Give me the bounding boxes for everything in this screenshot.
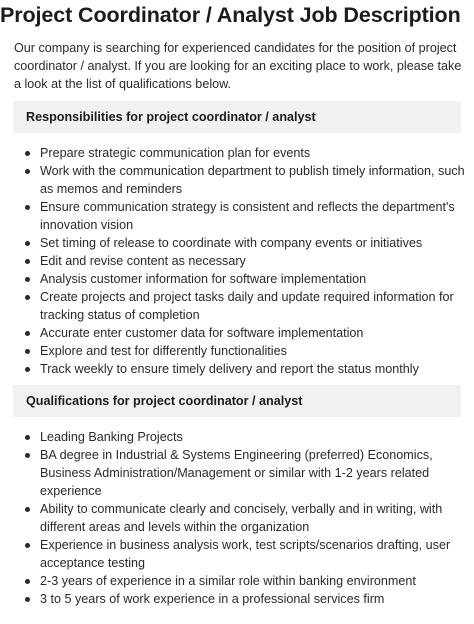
list-item: 3 to 5 years of work experience in a professional services firm bbox=[40, 590, 474, 608]
page-title: Project Coordinator / Analyst Job Description bbox=[0, 3, 461, 27]
qualifications-list bbox=[22, 428, 474, 608]
list-item: Analysis customer information for software implementation bbox=[40, 270, 474, 288]
list-item: 2-3 years of experience in a similar role within banking environment bbox=[40, 572, 474, 590]
list-item: Leading Banking Projects bbox=[40, 428, 474, 446]
list-item: Work with the communication department to publish timely information, such as memos and reminders bbox=[40, 162, 474, 198]
list-item: Ability to communicate clearly and concisely, verbally and in writing, with different areas and levels within the organization bbox=[40, 500, 474, 536]
list-item: Ensure communication strategy is consistent and reflects the department's innovation vision bbox=[40, 198, 474, 234]
list-item: Create projects and project tasks daily and update required information for tracking status of completion bbox=[40, 288, 474, 324]
qualifications-heading: Qualifications for project coordinator / analyst bbox=[13, 385, 461, 417]
list-item: Explore and test for differently functionalities bbox=[40, 342, 474, 360]
responsibilities-heading: Responsibilities for project coordinator / analyst bbox=[13, 101, 461, 133]
list-item: Accurate enter customer data for software implementation bbox=[40, 324, 474, 342]
list-item: Track weekly to ensure timely delivery and report the status monthly bbox=[40, 360, 474, 378]
list-item: Edit and revise content as necessary bbox=[40, 252, 474, 270]
responsibilities-list bbox=[22, 144, 474, 378]
list-item: Set timing of release to coordinate with company events or initiatives bbox=[40, 234, 474, 252]
list-item: Experience in business analysis work, test scripts/scenarios drafting, user acceptance testing bbox=[40, 536, 474, 572]
list-item: Prepare strategic communication plan for events bbox=[40, 144, 474, 162]
intro-paragraph: Our company is searching for experienced candidates for the position of project coordinator / analyst. If you are looking for an exciting place to work, please take a look at the list of qualifications below. bbox=[14, 41, 462, 91]
list-item: BA degree in Industrial & Systems Engineering (preferred) Economics, Business Administration/Management or similar with 1-2 years related experience bbox=[40, 446, 474, 500]
